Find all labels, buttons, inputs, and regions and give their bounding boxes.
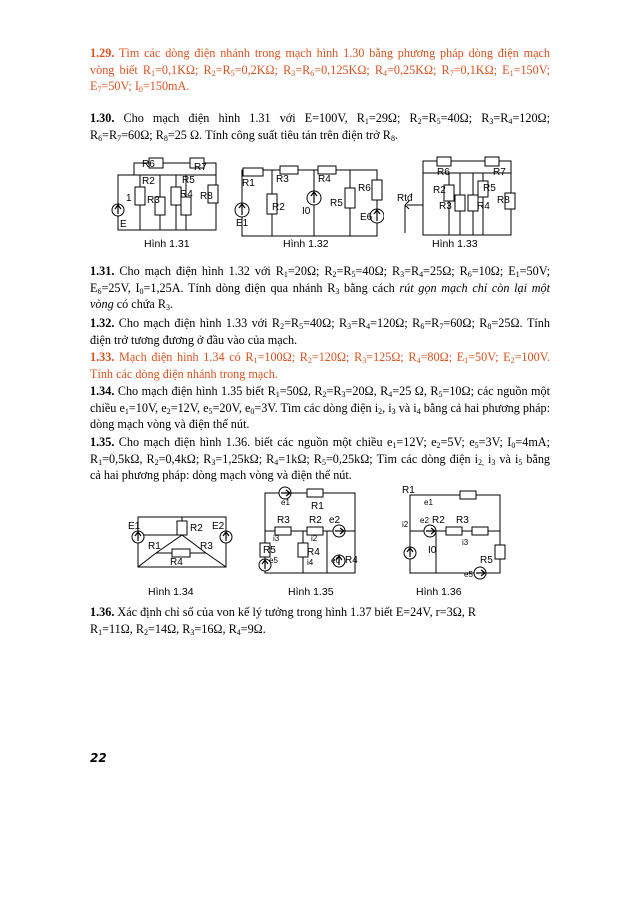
- figure-1-34: [126, 505, 236, 575]
- label-I0: I0: [428, 545, 437, 556]
- label-R6: R6: [358, 183, 371, 194]
- label-R3: R3: [200, 541, 213, 552]
- label-e1: e1: [424, 498, 433, 507]
- figure-1-31: [104, 155, 234, 235]
- circuit-1-33-diagram: [393, 155, 523, 237]
- label-R1: R1: [148, 541, 161, 552]
- label-R1: R1: [402, 485, 415, 496]
- exercise-1-30: 1.30. Cho mạch điện hình 1.31 với E=100V, $R_1=29\Omega$; $R_2=R_5=40\Omega$; $R_3=R_4=120\Omega$; $R_6=R_7=60\Omega$; $R_8=25$ Ω. Tính công suất tiêu tán trên điện trở $R_8$.: [90, 111, 550, 143]
- label-E1: E1: [128, 521, 141, 532]
- label-E: E: [120, 219, 127, 230]
- exercise-1-32: 1.32. Cho mạch điện hình 1.33 với $R_2=R_5=40\Omega$; $R_3=R_4=120\Omega$; $R_6=R_7=60\Omega$; $R_8=25\Omega$. Tính điện trở tương đương ở đầu vào của mạch.: [90, 316, 550, 347]
- label-i4: i4: [307, 558, 314, 567]
- label-R3: R3: [439, 201, 452, 212]
- label-R2: R2: [433, 185, 446, 196]
- label-R8: R8: [200, 191, 213, 202]
- label-E1: E1: [236, 218, 249, 229]
- exercise-1-33: 1.33. Mạch điện hình 1.34 có $R_1=100\Omega$; $R_2=120\Omega$; $R_3=125\Omega$; $R_4=80\Omega$; $E_1=50V$; $E_2=100V$. Tính các dòng điện nhánh trong mạch.: [90, 350, 550, 381]
- exercise-1-29: 1.29. Tìm các dòng điện nhánh trong mạch hình 1.30 bằng phương pháp dòng điện mạch vòng biết $R_1=0,1K\Omega$; $R_2=R_5=0,2K\Omega$; $R_3=R_6=0,125K\Omega$; $R_4=0,25K\Omega$; $R_7=0,1K\Omega$; $E_1=150V$; $E_7=50V$; $I_0=150mA$.: [90, 46, 551, 95]
- label-R5: R5: [182, 175, 195, 186]
- caption-1-32: Hình 1.32: [283, 238, 329, 250]
- label-e2: e2: [420, 516, 429, 525]
- label-R4-outer: R4: [345, 555, 358, 566]
- circuit-1-31-diagram: [104, 155, 234, 235]
- label-e2: e2: [329, 515, 341, 526]
- label-R1: R1: [311, 501, 324, 512]
- page-number: 22: [90, 751, 107, 765]
- label-R5: R5: [263, 545, 276, 556]
- exercise-1-34: 1.34. Cho mạch điện hình 1.35 biết $R_1=50\Omega$, $R_2=R_3=20\Omega$, $R_4=25$ Ω, $R_5=10\Omega$; các nguồn một chiều $e_1=10V$, $e_2=12V$, $e_5=20V$, $e_0=3V$. Tìm các dòng điện $i_2$, $i_3$ và $i_4$ bằng cả hai phương pháp: dòng mạch vòng và điện thế nút.: [90, 384, 551, 432]
- figure-1-35: [255, 483, 365, 583]
- label-i2: i2: [402, 520, 409, 529]
- caption-1-35: Hình 1.35: [288, 586, 334, 598]
- exercise-1-36: 1.36. Xác định chỉ số của von kế lý tưởng trong hình 1.37 biết E=24V, r=3Ω, R $R_1=11\Omega$, $R_2=14\Omega$, $R_3=16\Omega$, $R_4=9\Omega$.: [90, 605, 476, 637]
- label-R2: R2: [432, 515, 445, 526]
- circuit-1-36-diagram: [400, 483, 512, 583]
- label-R2: R2: [309, 515, 322, 526]
- label-R4: R4: [180, 189, 193, 200]
- figure-1-32: [232, 158, 384, 238]
- label-R7: R7: [493, 167, 506, 178]
- label-R1: R1: [242, 178, 255, 189]
- label-R3: R3: [277, 515, 290, 526]
- label-R3: R3: [456, 515, 469, 526]
- label-R5: R5: [480, 555, 493, 566]
- label-R4-inner: R4: [307, 547, 320, 558]
- label-i3: i3: [273, 534, 280, 543]
- label-R4: R4: [170, 557, 183, 568]
- caption-1-34: Hình 1.34: [148, 586, 194, 598]
- caption-1-31: Hình 1.31: [144, 238, 190, 250]
- label-R2: R2: [142, 176, 155, 187]
- exercise-1-31: 1.31. Cho mạch điện hình 1.32 với $R_1=20\Omega$; $R_2=R_5=40\Omega$; $R_3=R_4=25\Omega$; $R_6=10\Omega$; $E_1=50V$; $E_6=25V$, $I_0=1,25A$. Tính dòng điện qua nhánh $R_3$ bằng cách rút gọn mạch chỉ còn lại một vòng có chứa $R_3$.: [90, 264, 551, 313]
- label-R4: R4: [318, 174, 331, 185]
- label-R2: R2: [190, 523, 203, 534]
- label-e5: e5: [269, 556, 278, 565]
- label-R6: R6: [437, 167, 450, 178]
- label-I0: I0: [302, 206, 311, 217]
- label-E6: E6: [360, 212, 373, 223]
- label-R6: R6: [142, 159, 155, 170]
- caption-1-36: Hình 1.36: [416, 586, 462, 598]
- circuit-1-34-diagram: [126, 505, 236, 575]
- exercise-1-35: 1.35. Cho mạch điện hình 1.36. biết các nguồn một chiều $e_1=12V$; $e_2=5V$; $e_5=3V$; $I_0=4mA$; $R_1=0,5k\Omega$, $R_2=0,4k\Omega$; $R_3=1,25k\Omega$; $R_4=1k\Omega$; $R_5=0,25k\Omega$; Tìm các dòng điện $i_{2,}$ $i_3$ và $i_5$ bằng cả hai phương pháp: dòng mạch vòng và điện thế nút.: [90, 435, 551, 483]
- label-i2: i2: [311, 534, 318, 543]
- label-R8: R8: [497, 195, 510, 206]
- label-e5: e5: [464, 570, 473, 579]
- label-R3: R3: [276, 174, 289, 185]
- figure-1-36: [400, 483, 512, 583]
- label-e0: e0: [331, 556, 340, 565]
- label-E2: E2: [212, 521, 225, 532]
- figure-1-33: [393, 155, 523, 237]
- label-1: 1: [126, 193, 132, 204]
- circuit-1-35-diagram: [255, 483, 365, 583]
- label-R5: R5: [483, 183, 496, 194]
- label-e1: e1: [281, 498, 290, 507]
- caption-1-33: Hình 1.33: [432, 238, 478, 250]
- circuit-1-32-diagram: [232, 158, 384, 238]
- label-R5: R5: [330, 198, 343, 209]
- label-i3: i3: [462, 538, 469, 547]
- label-R2: R2: [272, 202, 285, 213]
- label-R4: R4: [477, 201, 490, 212]
- label-Rtd: Rtđ: [397, 193, 413, 204]
- label-R3: R3: [147, 195, 160, 206]
- label-R7: R7: [194, 162, 207, 173]
